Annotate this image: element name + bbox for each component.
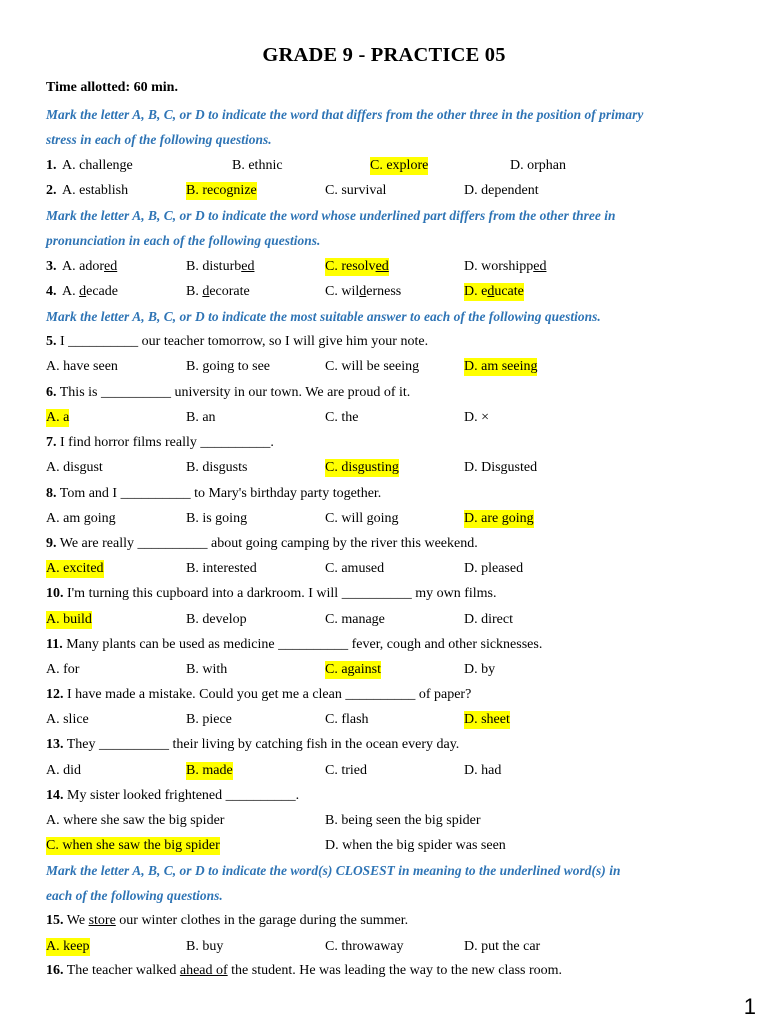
question-text: The teacher walked ahead of the student. He was leading the way to the new class room. (66, 963, 563, 978)
question-12-stem (46, 686, 728, 704)
question-4 (46, 283, 728, 301)
question-number: 6. (46, 385, 57, 400)
underlined-part: ed (533, 259, 547, 274)
question-number: 13. (46, 737, 64, 752)
option-d[interactable]: D. Disgusted (464, 460, 538, 475)
question-number: 12. (46, 687, 64, 702)
option-a[interactable]: A. where she saw the big spider (46, 813, 225, 828)
question-5-stem (46, 333, 728, 351)
option-d-answer[interactable]: D. sheet (464, 712, 510, 727)
underlined-part: d (487, 284, 495, 299)
option-d[interactable]: D. pleased (464, 561, 524, 576)
question-3 (46, 258, 728, 276)
option-b[interactable]: B. interested (186, 561, 257, 576)
question-8-stem (46, 485, 728, 503)
instruction-closest-line-1: Mark the letter A, B, C, or D to indicate the word(s) CLOSEST in meaning to the underlined word(s) in (46, 863, 621, 878)
question-number: 16. (46, 963, 64, 978)
option-b[interactable]: B. piece (186, 712, 232, 727)
option-c-answer[interactable]: C. against (325, 662, 381, 677)
option-c-answer[interactable]: C. resolved (325, 259, 389, 274)
option-c[interactable]: C. the (325, 410, 359, 425)
option-d[interactable]: D. × (464, 410, 490, 425)
instruction-closest-line-2: each of the following questions. (46, 888, 223, 903)
underlined-word: ahead of (179, 963, 228, 978)
option-c[interactable]: C. throwaway (325, 939, 404, 954)
question-number: 14. (46, 788, 64, 803)
underlined-part: ed (241, 259, 255, 274)
instruction-pronunciation-line-2: pronunciation in each of the following questions. (46, 233, 321, 248)
question-number: 15. (46, 913, 64, 928)
option-d[interactable]: D. dependent (464, 183, 539, 198)
option-d[interactable]: D. when the big spider was seen (325, 838, 506, 853)
option-b[interactable]: B. with (186, 662, 228, 677)
underlined-part: ed (375, 259, 389, 274)
option-b[interactable]: B. going to see (186, 359, 270, 374)
option-d[interactable]: D. put the car (464, 939, 541, 954)
question-number: 7. (46, 435, 57, 450)
underlined-part: ed (104, 259, 118, 274)
option-c-answer[interactable]: C. when she saw the big spider (46, 838, 220, 853)
option-b[interactable]: B. disturbed (186, 259, 255, 274)
option-d[interactable]: D. worshipped (464, 259, 547, 274)
option-a[interactable]: A. disgust (46, 460, 103, 475)
option-a[interactable]: A. for (46, 662, 80, 677)
instruction-pronunciation-line-1: Mark the letter A, B, C, or D to indicate the word whose underlined part differs from the other three in (46, 208, 616, 223)
question-2 (46, 182, 728, 200)
option-c[interactable]: C. flash (325, 712, 369, 727)
question-number: 3. (46, 259, 57, 274)
option-c[interactable]: C. manage (325, 612, 385, 627)
option-a-answer[interactable]: A. build (46, 612, 92, 627)
option-b[interactable]: B. disgusts (186, 460, 248, 475)
question-16-stem (46, 962, 728, 980)
question-7-stem (46, 434, 728, 452)
option-b[interactable]: B. ethnic (232, 158, 283, 173)
option-a[interactable]: A. slice (46, 712, 89, 727)
question-10-stem (46, 585, 728, 603)
underlined-word: store (88, 913, 116, 928)
question-number: 5. (46, 334, 57, 349)
option-a-answer[interactable]: A. keep (46, 939, 90, 954)
option-b-answer[interactable]: B. made (186, 763, 233, 778)
option-b[interactable]: B. is going (186, 511, 248, 526)
option-b[interactable]: B. being seen the big spider (325, 813, 481, 828)
question-text: Tom and I __________ to Mary's birthday party together. (59, 486, 382, 501)
question-text: My sister looked frightened __________. (67, 788, 300, 803)
question-text: This is __________ university in our town. We are proud of it. (59, 385, 411, 400)
question-text: Many plants can be used as medicine __________ fever, cough and other sicknesses. (66, 637, 543, 652)
option-c[interactable]: C. will going (325, 511, 399, 526)
option-d[interactable]: D. direct (464, 612, 513, 627)
option-d[interactable]: D. had (464, 763, 502, 778)
underlined-part: d (79, 284, 87, 299)
question-text: We store our winter clothes in the garage during the summer. (66, 913, 409, 928)
question-number: 2. (46, 183, 57, 198)
option-c[interactable]: C. wilderness (325, 284, 402, 299)
option-d[interactable]: D. orphan (510, 158, 566, 173)
question-9-stem (46, 535, 728, 553)
option-d[interactable]: D. by (464, 662, 496, 677)
instruction-suitable-answer: Mark the letter A, B, C, or D to indicate the most suitable answer to each of the following questions. (46, 309, 601, 324)
underlined-part: d (202, 284, 210, 299)
page-number: 1 (743, 994, 756, 1019)
instruction-stress-line-1: Mark the letter A, B, C, or D to indicate the word that differs from the other three in the position of primary (46, 107, 644, 122)
option-c[interactable]: C. amused (325, 561, 385, 576)
question-text: We are really __________ about going camping by the river this weekend. (59, 536, 478, 551)
question-6-stem (46, 384, 728, 402)
question-number: 1. (46, 158, 57, 173)
option-c-answer[interactable]: C. disgusting (325, 460, 399, 475)
option-a[interactable]: A. have seen (46, 359, 118, 374)
instruction-stress-line-2: stress in each of the following questions. (46, 132, 272, 147)
option-d-answer[interactable]: D. educate (464, 284, 524, 299)
option-a[interactable]: A. challenge (62, 158, 133, 173)
option-a[interactable]: A. decade (62, 284, 118, 299)
question-text: I have made a mistake. Could you get me a clean __________ of paper? (67, 687, 472, 702)
option-c[interactable]: C. survival (325, 183, 387, 198)
question-number: 4. (46, 284, 57, 299)
time-allotted: Time allotted: 60 min. (46, 80, 178, 95)
question-number: 9. (46, 536, 57, 551)
option-d-answer[interactable]: D. are going (464, 511, 534, 526)
question-text: They __________ their living by catching fish in the ocean every day. (66, 737, 460, 752)
option-c-answer[interactable]: C. explore (370, 158, 429, 173)
question-number: 10. (46, 586, 64, 601)
question-number: 8. (46, 486, 57, 501)
option-a[interactable]: A. am going (46, 511, 116, 526)
question-13-stem (46, 736, 728, 754)
option-a[interactable]: A. did (46, 763, 81, 778)
question-text: I __________ our teacher tomorrow, so I will give him your note. (60, 334, 429, 349)
option-b-answer[interactable]: B. recognize (186, 183, 257, 198)
option-a[interactable]: A. adored (62, 259, 118, 274)
question-14-stem (46, 787, 728, 805)
question-text: I'm turning this cupboard into a darkroom. I will __________ my own films. (67, 586, 497, 601)
question-1 (46, 157, 728, 175)
option-b[interactable]: B. develop (186, 612, 247, 627)
option-a[interactable]: A. establish (62, 183, 129, 198)
option-c[interactable]: C. tried (325, 763, 367, 778)
option-a-answer[interactable]: A. a (46, 410, 70, 425)
option-d-answer[interactable]: D. am seeing (464, 359, 538, 374)
underlined-part: d (359, 284, 367, 299)
question-11-stem (46, 636, 728, 654)
question-number: 11. (46, 637, 63, 652)
option-b[interactable]: B. buy (186, 939, 224, 954)
question-15-stem (46, 912, 728, 930)
page-title: GRADE 9 - PRACTICE 05 (262, 44, 506, 66)
question-text: I find horror films really __________. (60, 435, 274, 450)
option-c[interactable]: C. will be seeing (325, 359, 420, 374)
option-b[interactable]: B. decorate (186, 284, 250, 299)
option-b[interactable]: B. an (186, 410, 216, 425)
option-a-answer[interactable]: A. excited (46, 561, 104, 576)
